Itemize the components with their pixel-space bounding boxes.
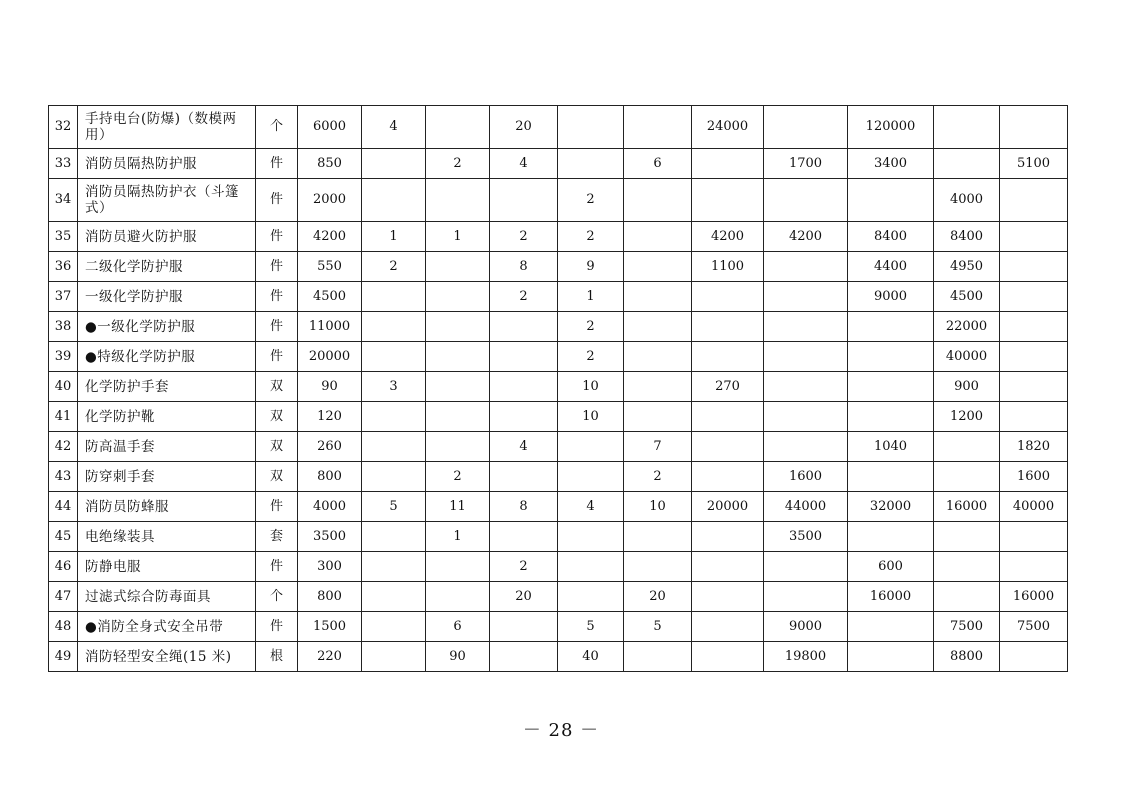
amount-cell: [934, 522, 1000, 552]
quantity-cell: [362, 282, 426, 312]
row-number-cell: 49: [49, 642, 78, 672]
amount-cell: [848, 522, 934, 552]
amount-cell: [692, 402, 764, 432]
amount-cell: [692, 312, 764, 342]
amount-cell: 8800: [934, 642, 1000, 672]
amount-cell: 4950: [934, 252, 1000, 282]
unit-price-cell: 220: [298, 642, 362, 672]
amount-cell: [1000, 552, 1068, 582]
quantity-cell: [362, 179, 426, 222]
amount-cell: [848, 342, 934, 372]
quantity-cell: 3: [362, 372, 426, 402]
amount-cell: [1000, 372, 1068, 402]
amount-cell: 120000: [848, 106, 934, 149]
amount-cell: [764, 402, 848, 432]
amount-cell: 1100: [692, 252, 764, 282]
amount-cell: 1820: [1000, 432, 1068, 462]
amount-cell: [1000, 252, 1068, 282]
quantity-cell: [426, 312, 490, 342]
quantity-cell: 4: [490, 432, 558, 462]
row-number-cell: 43: [49, 462, 78, 492]
item-name-cell: 防静电服: [78, 552, 256, 582]
amount-cell: 4200: [764, 222, 848, 252]
amount-cell: 19800: [764, 642, 848, 672]
unit-price-cell: 120: [298, 402, 362, 432]
unit-price-cell: 90: [298, 372, 362, 402]
table-row: [49, 372, 1068, 402]
amount-cell: [692, 612, 764, 642]
row-number-cell: 34: [49, 179, 78, 222]
row-number-cell: 35: [49, 222, 78, 252]
quantity-cell: [490, 612, 558, 642]
unit-cell: 个: [256, 582, 298, 612]
amount-cell: [1000, 222, 1068, 252]
quantity-cell: [490, 342, 558, 372]
quantity-cell: 8: [490, 252, 558, 282]
unit-cell: 双: [256, 372, 298, 402]
table-row: [49, 492, 1068, 522]
quantity-cell: [624, 522, 692, 552]
quantity-cell: [490, 402, 558, 432]
quantity-cell: [558, 432, 624, 462]
unit-price-cell: 4000: [298, 492, 362, 522]
amount-cell: [848, 462, 934, 492]
unit-cell: 件: [256, 342, 298, 372]
quantity-cell: [362, 522, 426, 552]
quantity-cell: [558, 462, 624, 492]
amount-cell: 1700: [764, 149, 848, 179]
table-row: [49, 522, 1068, 552]
amount-cell: 8400: [848, 222, 934, 252]
unit-cell: 件: [256, 252, 298, 282]
unit-price-cell: 11000: [298, 312, 362, 342]
quantity-cell: [624, 372, 692, 402]
quantity-cell: [624, 402, 692, 432]
quantity-cell: 1: [558, 282, 624, 312]
quantity-cell: [624, 642, 692, 672]
unit-cell: 件: [256, 552, 298, 582]
quantity-cell: 20: [490, 582, 558, 612]
unit-price-cell: 300: [298, 552, 362, 582]
row-number-cell: 45: [49, 522, 78, 552]
quantity-cell: [426, 402, 490, 432]
amount-cell: [692, 432, 764, 462]
quantity-cell: [490, 179, 558, 222]
row-number-cell: 41: [49, 402, 78, 432]
unit-price-cell: 1500: [298, 612, 362, 642]
row-number-cell: 48: [49, 612, 78, 642]
item-name-cell: 防高温手套: [78, 432, 256, 462]
quantity-cell: 5: [624, 612, 692, 642]
unit-cell: 件: [256, 612, 298, 642]
amount-cell: 24000: [692, 106, 764, 149]
item-name-cell: 消防员避火防护服: [78, 222, 256, 252]
unit-cell: 件: [256, 282, 298, 312]
amount-cell: 270: [692, 372, 764, 402]
amount-cell: [848, 312, 934, 342]
amount-cell: [764, 342, 848, 372]
amount-cell: [692, 462, 764, 492]
quantity-cell: [558, 149, 624, 179]
quantity-cell: [426, 179, 490, 222]
amount-cell: [1000, 282, 1068, 312]
quantity-cell: 1: [426, 222, 490, 252]
quantity-cell: [490, 522, 558, 552]
amount-cell: [692, 522, 764, 552]
quantity-cell: [624, 179, 692, 222]
quantity-cell: 5: [362, 492, 426, 522]
quantity-cell: [362, 642, 426, 672]
page-number: － 28 －: [522, 720, 600, 741]
quantity-cell: 6: [426, 612, 490, 642]
quantity-cell: [362, 612, 426, 642]
quantity-cell: [362, 402, 426, 432]
table-body: [49, 106, 1068, 672]
quantity-cell: 5: [558, 612, 624, 642]
unit-cell: 件: [256, 222, 298, 252]
quantity-cell: [362, 149, 426, 179]
table-row: [49, 342, 1068, 372]
quantity-cell: 2: [624, 462, 692, 492]
quantity-cell: 2: [558, 312, 624, 342]
amount-cell: 4400: [848, 252, 934, 282]
quantity-cell: 40: [558, 642, 624, 672]
unit-cell: 件: [256, 149, 298, 179]
quantity-cell: 2: [558, 222, 624, 252]
amount-cell: 3400: [848, 149, 934, 179]
quantity-cell: 10: [558, 402, 624, 432]
amount-cell: [764, 106, 848, 149]
item-name-cell: 消防员隔热防护衣（斗篷式）: [78, 179, 256, 222]
item-name-cell: 消防员防蜂服: [78, 492, 256, 522]
row-number-cell: 40: [49, 372, 78, 402]
quantity-cell: [490, 462, 558, 492]
quantity-cell: [624, 552, 692, 582]
quantity-cell: [558, 552, 624, 582]
quantity-cell: [490, 642, 558, 672]
amount-cell: [934, 552, 1000, 582]
quantity-cell: 20: [624, 582, 692, 612]
item-name-cell: 化学防护靴: [78, 402, 256, 432]
unit-price-cell: 3500: [298, 522, 362, 552]
unit-price-cell: 2000: [298, 179, 362, 222]
quantity-cell: [558, 106, 624, 149]
unit-price-cell: 260: [298, 432, 362, 462]
amount-cell: [934, 432, 1000, 462]
table-row: [49, 612, 1068, 642]
item-name-cell: 一级化学防护服: [78, 282, 256, 312]
table-row: [49, 462, 1068, 492]
amount-cell: [1000, 342, 1068, 372]
row-number-cell: 38: [49, 312, 78, 342]
amount-cell: [764, 252, 848, 282]
row-number-cell: 36: [49, 252, 78, 282]
amount-cell: [848, 179, 934, 222]
row-number-cell: 33: [49, 149, 78, 179]
unit-cell: 双: [256, 402, 298, 432]
quantity-cell: [490, 312, 558, 342]
amount-cell: [764, 312, 848, 342]
quantity-cell: [362, 342, 426, 372]
unit-cell: 双: [256, 462, 298, 492]
amount-cell: [1000, 312, 1068, 342]
amount-cell: [692, 642, 764, 672]
amount-cell: 5100: [1000, 149, 1068, 179]
quantity-cell: [426, 282, 490, 312]
item-name-cell: ●特级化学防护服: [78, 342, 256, 372]
unit-cell: 双: [256, 432, 298, 462]
quantity-cell: [426, 252, 490, 282]
quantity-cell: [558, 522, 624, 552]
amount-cell: [764, 282, 848, 312]
amount-cell: 16000: [848, 582, 934, 612]
amount-cell: 9000: [764, 612, 848, 642]
table-row: [49, 642, 1068, 672]
unit-price-cell: 20000: [298, 342, 362, 372]
amount-cell: 9000: [848, 282, 934, 312]
amount-cell: 16000: [1000, 582, 1068, 612]
amount-cell: [848, 612, 934, 642]
amount-cell: 40000: [1000, 492, 1068, 522]
quantity-cell: 6: [624, 149, 692, 179]
table-row: [49, 222, 1068, 252]
quantity-cell: 2: [426, 149, 490, 179]
quantity-cell: [624, 342, 692, 372]
amount-cell: [848, 372, 934, 402]
amount-cell: [692, 149, 764, 179]
table-row: [49, 179, 1068, 222]
amount-cell: 8400: [934, 222, 1000, 252]
quantity-cell: 4: [362, 106, 426, 149]
amount-cell: 40000: [934, 342, 1000, 372]
amount-cell: 32000: [848, 492, 934, 522]
item-name-cell: 二级化学防护服: [78, 252, 256, 282]
amount-cell: 600: [848, 552, 934, 582]
unit-price-cell: 550: [298, 252, 362, 282]
row-number-cell: 32: [49, 106, 78, 149]
quantity-cell: [624, 252, 692, 282]
quantity-cell: [624, 282, 692, 312]
quantity-cell: 10: [558, 372, 624, 402]
quantity-cell: 2: [558, 179, 624, 222]
quantity-cell: [362, 432, 426, 462]
amount-cell: [692, 552, 764, 582]
amount-cell: 1200: [934, 402, 1000, 432]
quantity-cell: 2: [426, 462, 490, 492]
equipment-table: [48, 105, 1068, 672]
amount-cell: [764, 582, 848, 612]
quantity-cell: 2: [490, 222, 558, 252]
table-row: [49, 402, 1068, 432]
amount-cell: [848, 402, 934, 432]
quantity-cell: 4: [558, 492, 624, 522]
row-number-cell: 39: [49, 342, 78, 372]
quantity-cell: [362, 462, 426, 492]
amount-cell: [692, 179, 764, 222]
unit-price-cell: 4500: [298, 282, 362, 312]
table-row: [49, 582, 1068, 612]
item-name-cell: 化学防护手套: [78, 372, 256, 402]
amount-cell: [1000, 402, 1068, 432]
quantity-cell: 90: [426, 642, 490, 672]
amount-cell: 4500: [934, 282, 1000, 312]
quantity-cell: [426, 432, 490, 462]
quantity-cell: [362, 582, 426, 612]
amount-cell: [1000, 106, 1068, 149]
unit-price-cell: 800: [298, 462, 362, 492]
item-name-cell: 消防员隔热防护服: [78, 149, 256, 179]
unit-price-cell: 800: [298, 582, 362, 612]
amount-cell: [934, 582, 1000, 612]
quantity-cell: 8: [490, 492, 558, 522]
table-row: [49, 552, 1068, 582]
amount-cell: 16000: [934, 492, 1000, 522]
amount-cell: [1000, 642, 1068, 672]
amount-cell: 3500: [764, 522, 848, 552]
table-row: [49, 312, 1068, 342]
amount-cell: [764, 432, 848, 462]
amount-cell: [934, 462, 1000, 492]
amount-cell: [1000, 522, 1068, 552]
unit-cell: 套: [256, 522, 298, 552]
item-name-cell: 电绝缘装具: [78, 522, 256, 552]
quantity-cell: [362, 552, 426, 582]
amount-cell: 22000: [934, 312, 1000, 342]
table-row: [49, 432, 1068, 462]
unit-cell: 件: [256, 492, 298, 522]
quantity-cell: [362, 312, 426, 342]
amount-cell: [1000, 179, 1068, 222]
amount-cell: 1600: [1000, 462, 1068, 492]
quantity-cell: 7: [624, 432, 692, 462]
quantity-cell: [426, 106, 490, 149]
table-row: [49, 106, 1068, 149]
amount-cell: [934, 149, 1000, 179]
item-name-cell: ●一级化学防护服: [78, 312, 256, 342]
item-name-cell: 手持电台(防爆)（数模两用）: [78, 106, 256, 149]
unit-cell: 个: [256, 106, 298, 149]
quantity-cell: 2: [362, 252, 426, 282]
item-name-cell: 消防轻型安全绳(15 米): [78, 642, 256, 672]
unit-price-cell: 850: [298, 149, 362, 179]
unit-cell: 件: [256, 179, 298, 222]
quantity-cell: 4: [490, 149, 558, 179]
amount-cell: [764, 552, 848, 582]
unit-cell: 件: [256, 312, 298, 342]
row-number-cell: 46: [49, 552, 78, 582]
amount-cell: [692, 282, 764, 312]
amount-cell: 1600: [764, 462, 848, 492]
item-name-cell: 防穿刺手套: [78, 462, 256, 492]
quantity-cell: 20: [490, 106, 558, 149]
row-number-cell: 47: [49, 582, 78, 612]
quantity-cell: 2: [490, 282, 558, 312]
quantity-cell: 2: [558, 342, 624, 372]
table-row: [49, 252, 1068, 282]
row-number-cell: 37: [49, 282, 78, 312]
quantity-cell: 11: [426, 492, 490, 522]
quantity-cell: [490, 372, 558, 402]
amount-cell: 900: [934, 372, 1000, 402]
amount-cell: [764, 179, 848, 222]
table-row: [49, 282, 1068, 312]
amount-cell: [934, 106, 1000, 149]
amount-cell: 4000: [934, 179, 1000, 222]
amount-cell: 1040: [848, 432, 934, 462]
quantity-cell: 9: [558, 252, 624, 282]
unit-cell: 根: [256, 642, 298, 672]
amount-cell: 20000: [692, 492, 764, 522]
quantity-cell: 2: [490, 552, 558, 582]
quantity-cell: [426, 342, 490, 372]
quantity-cell: 1: [362, 222, 426, 252]
unit-price-cell: 6000: [298, 106, 362, 149]
item-name-cell: ●消防全身式安全吊带: [78, 612, 256, 642]
amount-cell: [764, 372, 848, 402]
amount-cell: 7500: [934, 612, 1000, 642]
quantity-cell: 10: [624, 492, 692, 522]
item-name-cell: 过滤式综合防毒面具: [78, 582, 256, 612]
amount-cell: 44000: [764, 492, 848, 522]
table-row: [49, 149, 1068, 179]
quantity-cell: [624, 312, 692, 342]
quantity-cell: [624, 222, 692, 252]
quantity-cell: [558, 582, 624, 612]
quantity-cell: [426, 372, 490, 402]
amount-cell: [848, 642, 934, 672]
quantity-cell: [426, 582, 490, 612]
unit-price-cell: 4200: [298, 222, 362, 252]
amount-cell: 7500: [1000, 612, 1068, 642]
quantity-cell: 1: [426, 522, 490, 552]
row-number-cell: 44: [49, 492, 78, 522]
amount-cell: [692, 582, 764, 612]
row-number-cell: 42: [49, 432, 78, 462]
quantity-cell: [624, 106, 692, 149]
amount-cell: 4200: [692, 222, 764, 252]
quantity-cell: [426, 552, 490, 582]
amount-cell: [692, 342, 764, 372]
